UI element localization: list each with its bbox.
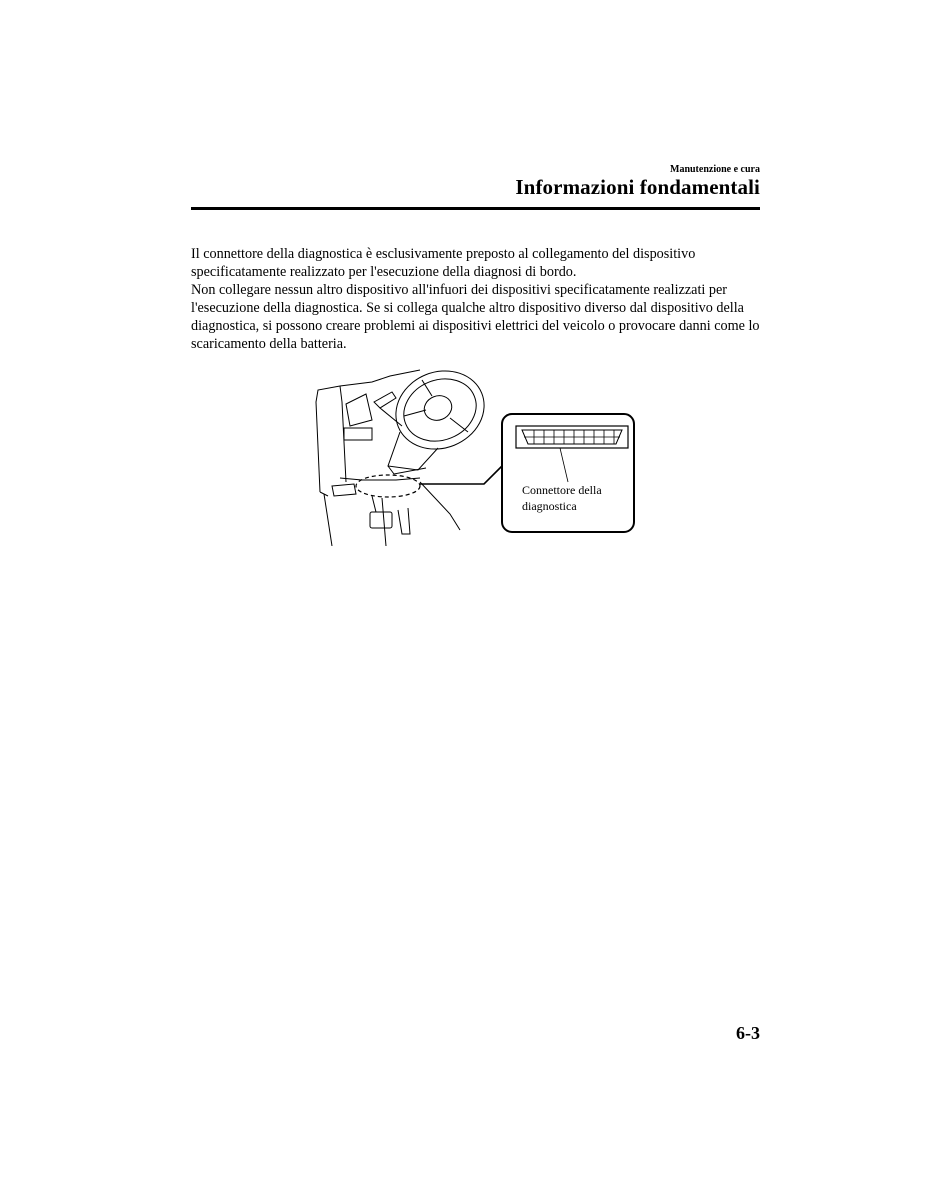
section-label: Manutenzione e cura bbox=[670, 164, 760, 175]
page-title: Informazioni fondamentali bbox=[515, 175, 760, 199]
paragraph-warning: Non collegare nessun altro dispositivo all'infuori dei dispositivi specificatamente realizzati per l'esecuzione della diagnostica. Se si collega qualche altro dispositivo diverso dal dispositivo della diagnostica, si possono creare problemi ai dispositivi elettrici del veicolo o provocare danni come lo scaricamento della batteria. bbox=[191, 282, 760, 352]
callout-label: Connettore della diagnostica bbox=[522, 483, 602, 513]
dashboard-illustration bbox=[310, 362, 640, 546]
leader-line bbox=[420, 466, 502, 484]
title-rule bbox=[191, 207, 760, 210]
steering-wheel-hub bbox=[421, 392, 456, 425]
page-number: 6-3 bbox=[736, 1023, 760, 1043]
steering-wheel-rim bbox=[384, 362, 496, 462]
paragraph-intro: Il connettore della diagnostica è esclusivamente preposto al collegamento del dispositivo specificatamente realizzato per l'esecuzione della diagnosi di bordo. bbox=[191, 246, 696, 280]
body-text bbox=[191, 245, 766, 353]
connector-area-highlight bbox=[356, 475, 420, 497]
diagnostic-connector-figure bbox=[310, 362, 640, 546]
